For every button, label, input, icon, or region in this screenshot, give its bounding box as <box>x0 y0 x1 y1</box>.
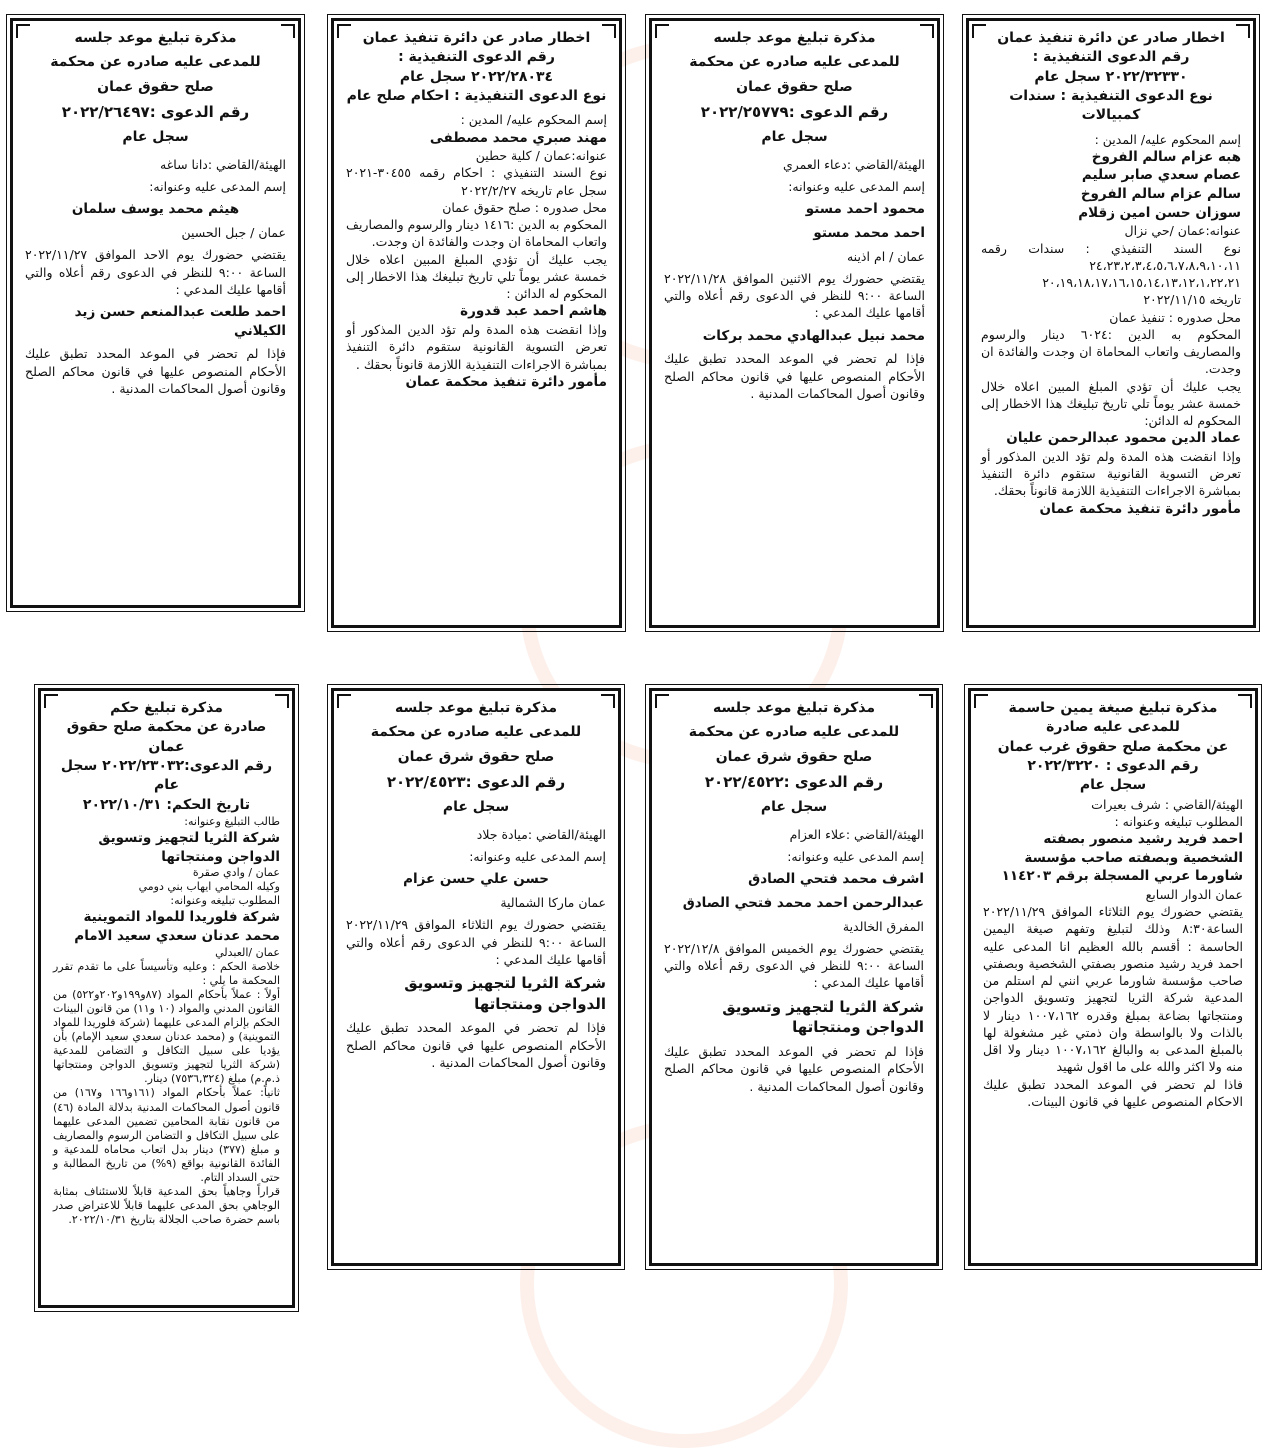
notice-line: عصام سعدي صابر سليم <box>1081 167 1241 184</box>
notice-line: مذكرة تبليغ حكم <box>110 700 223 716</box>
notice-line: شركة فلوريدا للمواد التموينية <box>83 909 280 926</box>
notice-line: رقم الدعوى : ٢٠٢٢/٣٢٢٠ <box>1027 757 1199 774</box>
notice-line: شركة الثريا لتجهيز وتسويق الدواجن ومنتجاتها <box>722 997 924 1037</box>
notice-line: احمد طلعت عبدالمنعم حسن زيد الكيلاني <box>74 304 286 339</box>
notice-line: يقتضي حضورك يوم الثلاثاء الموافق ٢٠٢٢/١١/٢٩ الساعة ٩:٠٠ للنظر في الدعوى رقم أعلاه والتي أقامها عليك المدعي : <box>346 917 606 967</box>
notice-line: فإذا لم تحضر في الموعد المحدد تطبق عليك الأحكام المنصوص عليها في قانون محاكم الصلح وقانون أصول المحاكمات المدنية . <box>664 351 925 401</box>
notice-line: صلح حقوق عمان <box>736 78 853 95</box>
notice-line: سجل عام <box>442 798 510 815</box>
notice-line: شركة الثريا لتجهيز وتسويق الدواجن ومنتجاتها <box>404 974 606 1013</box>
notice-line: احمد محمد مستو <box>813 225 925 242</box>
notice-line: سجل عام <box>1079 777 1147 794</box>
notice-line: الهيئة/القاضي :دانا ساغه <box>160 156 286 172</box>
notice-line: صلح حقوق عمان <box>97 78 214 95</box>
notice-execution-28034 <box>331 18 622 628</box>
notice-line: إسم المحكوم عليه/ المدين : <box>1094 131 1241 147</box>
notice-line: مذكرة تبليغ موعد جلسه <box>712 700 876 716</box>
notice-line: فإذا لم تحضر في الموعد المحدد تطبق عليك الأحكام المنصوص عليها في قانون محاكم الصلح وقانون أصول المحاكمات المدنية . <box>346 1020 606 1070</box>
notice-line: صلح حقوق شرق عمان <box>715 748 873 765</box>
notice-line: محمد عدنان سعدي سعيد الامام <box>74 928 280 945</box>
notice-line: وإذا انقضت هذه المدة ولم تؤد الدين المذكور أو تعرض التسوية القانونية ستقوم دائرة التنفيذ بمباشرة الاجراءات التنفيذية اللازمة قانوناً بحقك . <box>346 322 607 372</box>
notice-line: مذكرة تبليغ موعد جلسه <box>74 30 237 46</box>
notice-line: خلاصة الحكم : وعليه وتأسيساً على ما تقدم تقرر المحكمة ما يلي : <box>53 959 280 987</box>
notice-line: المطلوب تبليغه وعنوانه : <box>1114 813 1243 829</box>
notice-line: المحكوم به الدين :٦٠٢٤ دينار والرسوم والمصاريف واتعاب المحاماة ان وجدت والفائدة ان وجدت. <box>981 326 1242 377</box>
notice-line: وكيله المحامي ايهاب بني دومي <box>138 880 280 894</box>
notice-line: سجل عام <box>122 128 189 145</box>
notice-judgment-23032 <box>38 688 295 1308</box>
notice-line: قراراً وجاهياً بحق المدعية قابلاً للاستئناف بمثابة الوجاهي بحق المدعى عليهما قابلاً للاعتراض صدر باسم حضرة صاحب الجلالة بتاريخ ٢٠٢٢/١٠/٣١. <box>53 1185 280 1227</box>
notice-line: اخطار صادر عن دائرة تنفيذ عمان <box>362 30 591 46</box>
notice-line: إسم المدعى عليه وعنوانه: <box>149 179 286 195</box>
notice-line: عبدالرحمن احمد محمد فتحي الصادق <box>682 895 924 912</box>
notice-line: إسم المحكوم عليه/ المدين : <box>460 112 607 128</box>
notice-line: فإذا لم تحضر في الموعد المحدد تطبق عليك الأحكام المنصوص عليها في قانون محاكم الصلح وقانون أصول المحاكمات المدنية . <box>25 346 286 396</box>
notice-line: محل صدوره : تنفيذ عمان <box>1109 309 1241 325</box>
notice-line: للمدعى عليه صادره عن محكمة <box>688 724 900 741</box>
notice-line: سالم عزام سالم الفروخ <box>1080 186 1241 203</box>
notice-line: تاريخه ٢٠٢٢/١١/١٥ <box>1143 292 1241 308</box>
notice-line: للمدعى عليه صادره عن محكمة <box>689 54 900 71</box>
notice-session-4523 <box>331 688 621 1266</box>
notice-line: عماد الدين محمود عبدالرحمن عليان <box>1006 430 1241 447</box>
notice-line: مأمور دائرة تنفيذ محكمة عمان <box>405 373 607 390</box>
notice-line: عمان الدوار السابع <box>1145 886 1243 902</box>
notice-line: مذكرة تبليغ موعد جلسه <box>394 700 558 716</box>
notice-line: للمدعى عليه صادره عن محكمة <box>50 54 261 71</box>
notice-line: يقتضي حضورك يوم الثلاثاء الموافق ٢٠٢٢/١١/٢٩ الساعة٨:٣٠ وذلك لتبليغ وتفهم صيغة اليمين الحاسمة : أقسم بالله العظيم انا المدعى عليه احمد فريد رشيد منصور بصفتي الشخصية وبصفتي صاحب مؤسسة شاورما عربي انني لم استلم من المدعية شركة الثريا لتجهيز وتسويق الدواجن ومنتجاتها بضاعة بمبلغ وقدره ١٠٠٧،١٦٢ دينار لا بالذات ولا بالواسطة وان ذمتي غير مشغولة لها بالمبلغ المدعى به والبالغ ١٠٠٧،١٦٢ دينار ولا اقل منه ولا اكثر والله على ما اقول شهيد <box>983 904 1243 1075</box>
notice-line: رقم الدعوى :٢٠٢٢/٢٥٧٧٩ <box>700 102 889 121</box>
notice-session-4522 <box>649 688 939 1266</box>
notice-line: شركة الثريا لتجهيز وتسويق الدواجن ومنتجاتها <box>98 829 280 865</box>
notice-line: عنوانه:عمان / كلية حطين <box>475 148 607 164</box>
notice-line: محمود احمد مستو <box>805 201 925 218</box>
notice-line: عمان / وادي صقرة <box>192 866 280 880</box>
notice-line: المطلوب تبليغه وعنوانه: <box>170 894 280 908</box>
notice-line: سجل عام <box>760 798 828 815</box>
notice-line: رقم الدعوى :٢٠٢٢/٤٥٢٣ <box>386 772 566 791</box>
notice-line: نوع السند التنفيذي : احكام رقمه ٣٠٤٥٥-٢٠٢١ سجل عام تاريخه ٢٠٢٢/٢/٢٧ <box>346 165 607 198</box>
notice-line: عمان / جبل الحسين <box>181 225 286 241</box>
notice-line: محل صدوره : صلح حقوق عمان <box>442 199 607 215</box>
notice-line: مأمور دائرة تنفيذ محكمة عمان <box>1039 500 1241 517</box>
notice-line: فإذا لم تحضر في الموعد المحدد تطبق عليك الأحكام المنصوص عليها في قانون محاكم الصلح وقانون أصول المحاكمات المدنية . <box>664 1044 924 1094</box>
notice-line: يقتضي حضورك يوم الاثنين الموافق ٢٠٢٢/١١/٢٨ الساعة ٩:٠٠ للنظر في الدعوى رقم أعلاه والتي أقامها عليك المدعي : <box>664 270 925 321</box>
notice-line: الهيئة/القاضي :علاء العزام <box>789 826 924 842</box>
notice-line: صادرة عن محكمة صلح حقوق عمان <box>66 719 267 755</box>
notice-line: المفرق الخالدية <box>842 918 924 934</box>
notice-line: محمد نبيل عبدالهادي محمد بركات <box>702 327 925 344</box>
notice-line: مهند صبري محمد مصطفى <box>429 129 607 146</box>
notice-line: الهيئة/القاضي : شرف بعيرات <box>1091 796 1243 812</box>
notice-decisive-oath-3220 <box>968 688 1258 1266</box>
notice-line: رقم الدعوى التنفيذية : <box>398 49 555 66</box>
notice-line: ٢٠٢٢/٢٨٠٣٤ سجل عام <box>399 68 554 85</box>
notice-line: عمان / ام اذينه <box>846 248 925 264</box>
notice-line: الهيئة/القاضي :ميادة جلاد <box>476 826 606 842</box>
notice-line: يجب عليك أن تؤدي المبلغ المبين اعلاه خلال خمسة عشر يوماً تلي تاريخ تبليغك هذا الاخطار إلى المحكوم له الدائن: <box>981 378 1241 429</box>
notice-line: هبه عزام سالم الفروخ <box>1091 148 1241 165</box>
notice-line: يجب عليك أن تؤدي المبلغ المبين اعلاه خلال خمسة عشر يوماً تلي تاريخ تبليغك هذا الاخطار إلى المحكوم له الدائن : <box>346 251 607 302</box>
notice-line: عمان ماركا الشمالية <box>500 895 606 911</box>
notice-line: عمان /العبدلي <box>215 945 280 959</box>
notice-line: سجل عام <box>761 128 828 145</box>
notice-line: إسم المدعى عليه وعنوانه: <box>787 849 924 865</box>
notice-line: نوع الدعوى التنفيذية : سندات كمبيالات <box>1009 87 1213 124</box>
notice-session-26497 <box>10 18 301 608</box>
notice-line: يقتضي حضورك يوم الخميس الموافق ٢٠٢٢/١٢/٨ الساعة ٩:٠٠ للنظر في الدعوى رقم أعلاه والتي أقامها عليك المدعي : <box>664 940 924 991</box>
notice-line: للمدعى عليه صادره عن محكمة <box>370 724 582 741</box>
notice-line: اشرف محمد فتحي الصادق <box>748 871 924 888</box>
notice-line: هاشم احمد عبد قدورة <box>460 303 607 320</box>
notice-line: رقم الدعوى التنفيذية : <box>1032 49 1190 66</box>
notice-line: إسم المدعى عليه وعنوانه: <box>469 849 606 865</box>
notice-line: وإذا انقضت هذه المدة ولم تؤد الدين المذكور أو تعرض التسوية القانونية ستقوم دائرة التنفيذ بمباشرة الاجراءات التنفيذية اللازمة قانوناً بحقك. <box>981 448 1241 499</box>
notice-line: رقم الدعوى :٢٠٢٢/٢٦٤٩٧ <box>61 102 250 121</box>
notice-session-25779 <box>649 18 940 628</box>
notice-line: الهيئة/القاضي :دعاء العمري <box>782 156 925 172</box>
notice-line: صلح حقوق شرق عمان <box>397 748 555 765</box>
notice-line: نوع السند التنفيذي : سندات رقمه ٢٤،٢٣،٢،٣،٤،٥،٦،٧،٨،٩،١٠،١١ <box>981 240 1241 273</box>
notice-line: هيثم محمد يوسف سلمان <box>71 201 240 218</box>
notice-line: رقم الدعوى :٢٠٢٢/٤٥٢٢ <box>704 772 884 791</box>
notice-line: مذكرة تبليغ موعد جلسه <box>713 30 876 46</box>
notice-line: ٢٠٢٢/٣٢٣٣٠ سجل عام <box>1034 68 1188 85</box>
notice-line: حسن علي حسن عزام <box>403 871 549 888</box>
notice-line: سوزان حسن امين زقلام <box>1078 204 1241 221</box>
notice-line: عنوانه:عمان /حي نزال <box>1124 223 1241 239</box>
notice-line: المحكوم به الدين :١٤١٦ دينار والرسوم والمصاريف واتعاب المحاماة ان وجدت والفائدة ان وجدت. <box>346 217 607 250</box>
notice-line: للمدعى عليه صادرة <box>1046 719 1180 736</box>
notice-line: نوع الدعوى التنفيذية : احكام صلح عام <box>346 87 607 104</box>
notice-line: احمد فريد رشيد منصور بصفته الشخصية وبصفته صاحب مؤسسة شاورما عربي المسجلة برقم ١١٤٢٠٣ <box>1001 831 1243 885</box>
notice-line: رقم الدعوى:٢٠٢٢/٢٣٠٣٢ سجل عام <box>60 757 273 794</box>
notice-line: ثانياً: عملاً بأحكام المواد (١٦١و١٦٦ و١٦٧) من قانون أصول المحاكمات المدنية بدلالة المادة (٤٦) من قانون نقابة المحامين تضمين المدعى عليهما على سبيل التكافل و التضامن الرسوم والمصاريف و مبلغ (٣٧٧) دينار بدل اتعاب محاماه للمدعية و الفائدة القانونية بواقع (٩%) من تاريخ المطالبة و حتى السداد التام. <box>53 1086 281 1184</box>
notice-line: مذكرة تبليغ صيغة يمين حاسمة <box>1008 700 1218 716</box>
notice-line: ٢٠،١٩،١٨،١٧،١٦،١٥،١٤،١٣،١٢،١،٢٢،٢١ <box>1042 275 1241 291</box>
notice-line: إسم المدعى عليه وعنوانه: <box>788 179 925 195</box>
notice-execution-32330 <box>966 18 1256 628</box>
notice-line: عن محكمة صلح حقوق غرب عمان <box>997 738 1229 755</box>
notice-line: فاذا لم تحضر في الموعد المحدد تطبق عليك الاحكام المنصوص عليها في قانون البينات. <box>983 1076 1243 1109</box>
notice-line: اخطار صادر عن دائرة تنفيذ عمان <box>997 30 1225 46</box>
notice-line: يقتضي حضورك يوم الاحد الموافق ٢٠٢٢/١١/٢٧ الساعة ٩:٠٠ للنظر في الدعوى رقم أعلاه والتي أقامها عليك المدعي : <box>25 247 286 297</box>
notice-line: تاريخ الحكم: ٢٠٢٢/١٠/٣١ <box>82 796 251 813</box>
notice-line: أولاً : عملاً بأحكام المواد (٨٧و١٩٩و٢٠٢و٥٢٢) من القانون المدني والمواد (١٠ و١١) من قانون البينات الحكم بإلزام المدعى عليهما (شركة فلوريدا للمواد التموينية) و (محمد عدنان سعدي سعيد الإمام) بأن يؤديا على سبيل التكافل و التضامن للمدعية (شركة الثريا لتجهيز وتسويق الدواجن ومنتجاتها ذ.م.م) مبلغ (٧٥٣٦,٣٢٤) دينار. <box>53 987 280 1086</box>
notice-line: طالب التبليغ وعنوانه: <box>184 814 280 828</box>
